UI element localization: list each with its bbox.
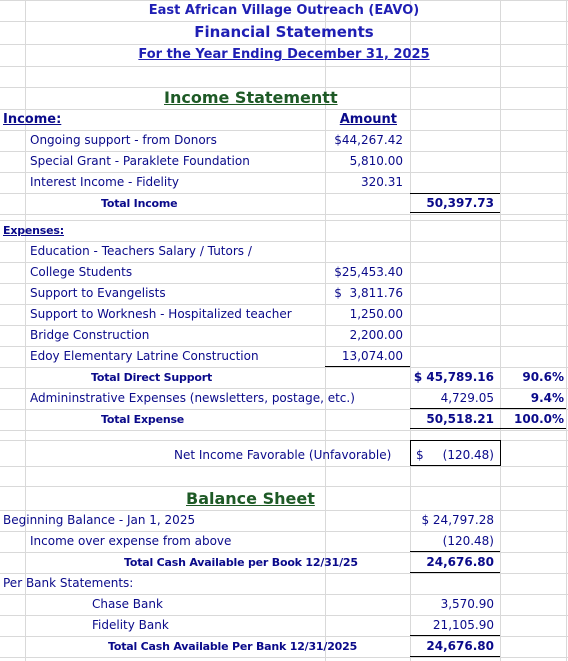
bank-label: Fidelity Bank [92,618,169,632]
expenses-label: Expenses: [3,224,64,237]
admin-expense-pct: 9.4% [530,391,564,405]
expense-item-amount: $25,453.40 [334,265,403,279]
document-title: Financial Statements [194,23,374,41]
total-expense-value: 50,518.21 [426,412,494,426]
expense-item-label: Edoy Elementary Latrine Construction [30,349,259,363]
income-over-expense-value: (120.48) [442,534,494,548]
expense-item-label: Bridge Construction [30,328,150,342]
income-item-label: Special Grant - Paraklete Foundation [30,154,250,168]
income-statement-heading: Income Statementt [164,88,338,107]
total-book-underline [410,572,500,573]
admin-expense-value: 4,729.05 [440,391,494,405]
admin-expense-label: Admininstrative Expenses (newsletters, postage, etc.) [30,391,355,405]
total-expense-underline [410,428,566,429]
total-expense-label: Total Expense [101,413,185,426]
bank-amount: 3,570.90 [440,597,494,611]
expense-item-amount: 13,074.00 [341,349,403,363]
total-book-label: Total Cash Available per Book 12/31/25 [124,556,358,569]
net-income-box-right [500,440,501,466]
report-period: For the Year Ending December 31, 2025 [138,47,430,62]
expense-subtotal-rule [325,366,410,367]
total-expense-pct: 100.0% [514,412,564,426]
per-bank-label: Per Bank Statements: [3,576,134,590]
beginning-balance-value: $ 24,797.28 [421,513,494,527]
expense-item-label: Support to Evangelists [30,286,166,300]
total-book-value: 24,676.80 [426,555,494,569]
beginning-balance-label: Beginning Balance - Jan 1, 2025 [3,513,196,527]
bank-amount: 21,105.90 [432,618,494,632]
bank-label: Chase Bank [92,597,163,611]
total-income-rule [410,193,500,194]
total-direct-pct: 90.6% [522,370,564,384]
amount-header: Amount [339,112,397,127]
income-label: Income: [3,112,62,127]
net-income-value: (120.48) [442,448,494,462]
expense-item-amount: $ 3,811.76 [334,286,403,300]
expense-item-amount: 1,250.00 [349,307,403,321]
org-name: East African Village Outreach (EAVO) [148,3,420,18]
balance-sheet-heading: Balance Sheet [186,489,315,508]
income-item-label: Ongoing support - from Donors [30,133,217,147]
total-income-underline [410,212,500,213]
total-bank-value: 24,676.80 [426,639,494,653]
total-direct-value: $ 45,789.16 [413,370,494,384]
total-direct-label: Total Direct Support [91,371,213,384]
income-over-expense-label: Income over expense from above [30,534,232,548]
income-item-label: Interest Income - Fidelity [30,175,180,189]
expense-item-amount: 2,200.00 [349,328,403,342]
total-income-label: Total Income [101,197,178,210]
total-bank-underline [410,656,500,657]
expense-item-label: Support to Worknesh - Hospitalized teacher [30,307,292,321]
net-income-label: Net Income Favorable (Unfavorable) [174,448,392,462]
expense-item-label: College Students [30,265,133,279]
net-income-box-top [410,440,501,441]
net-income-box-bottom [410,465,501,466]
total-income-value: 50,397.73 [426,196,494,210]
expense-item-label: Education - Teachers Salary / Tutors / [30,244,252,258]
total-bank-label: Total Cash Available Per Bank 12/31/2025 [108,640,358,653]
income-item-amount: 320.31 [361,175,403,189]
net-income-currency: $ [416,448,424,462]
income-item-amount: 5,810.00 [349,154,403,168]
net-income-box-left [410,440,411,466]
income-item-amount: $44,267.42 [334,133,403,147]
